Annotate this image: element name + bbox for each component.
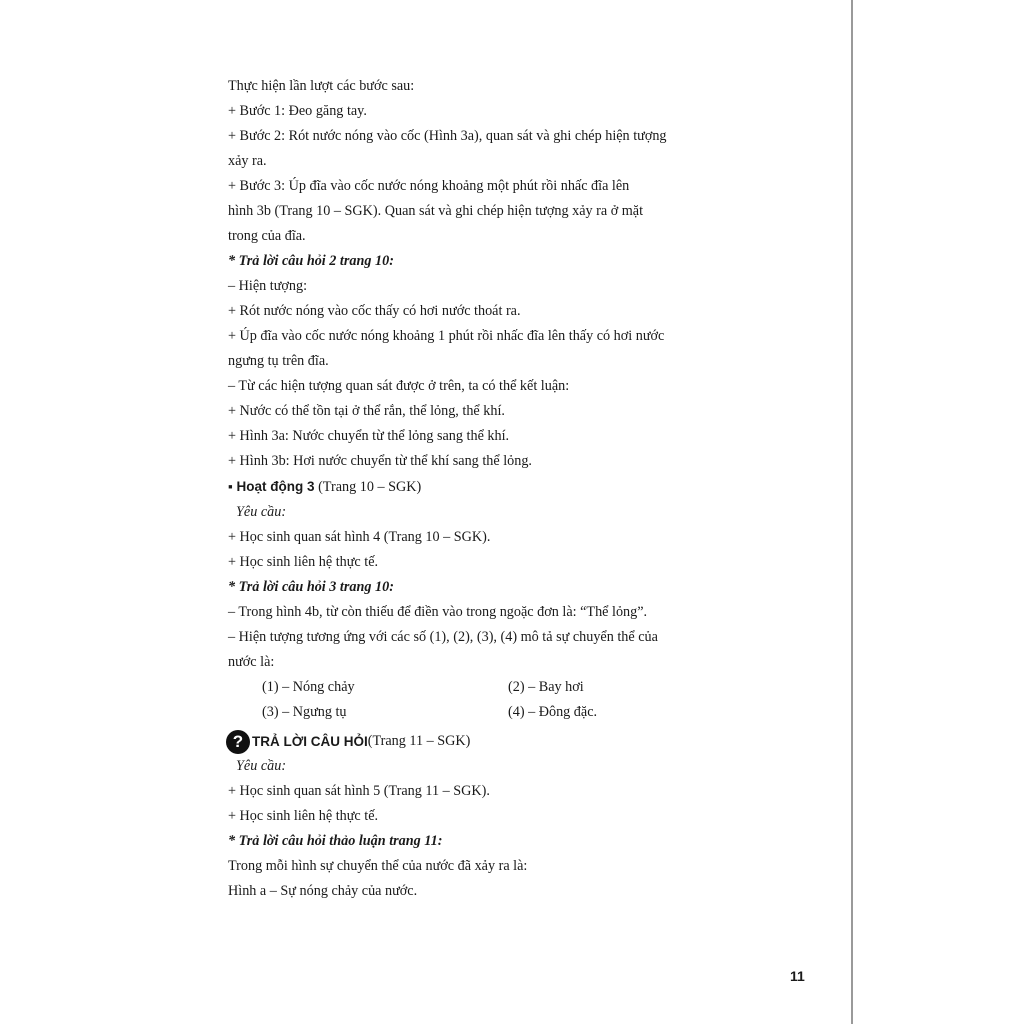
requirement-label: Yêu cầu: <box>236 758 287 774</box>
phase-change-list <box>228 675 814 725</box>
phase-item: (4) – Đông đặc. <box>508 704 598 720</box>
answer-section-source: (Trang 11 – SGK) <box>367 733 471 749</box>
activity-title: ▪ Hoạt động 3 <box>228 479 315 494</box>
text-line: + Hình 3b: Hơi nước chuyển từ thể khí sang thể lỏng. <box>228 453 532 469</box>
phase-item: (3) – Ngưng tụ <box>262 704 347 720</box>
text-line: + Bước 1: Đeo găng tay. <box>228 103 367 119</box>
text-line: Trong mỗi hình sự chuyển thể của nước đã xảy ra là: <box>228 858 528 874</box>
text-line: + Học sinh quan sát hình 4 (Trang 10 – SGK). <box>228 529 491 545</box>
text-line: hình 3b (Trang 10 – SGK). Quan sát và ghi chép hiện tượng xảy ra ở mặt <box>228 203 644 219</box>
phase-item: (2) – Bay hơi <box>508 679 584 695</box>
activity-heading <box>228 474 814 500</box>
phase-item: (1) – Nóng chảy <box>262 679 355 695</box>
text-line: xảy ra. <box>228 153 267 169</box>
question-heading: * Trả lời câu hỏi thảo luận trang 11: <box>228 833 443 849</box>
text-line: + Úp đĩa vào cốc nước nóng khoảng 1 phút rồi nhấc đĩa lên thấy có hơi nước <box>228 328 665 344</box>
page-number: 11 <box>790 968 805 984</box>
text-line: – Hiện tượng tương ứng với các số (1), (2), (3), (4) mô tả sự chuyển thể của <box>228 629 658 645</box>
answer-section-title: TRẢ LỜI CÂU HỎI <box>252 734 368 749</box>
text-line: Hình a – Sự nóng chảy của nước. <box>228 883 418 899</box>
text-line: nước là: <box>228 654 275 670</box>
text-line: – Trong hình 4b, từ còn thiếu để điền vào trong ngoặc đơn là: “Thể lỏng”. <box>228 604 648 620</box>
text-line: + Nước có thể tồn tại ở thể rắn, thể lỏng, thể khí. <box>228 403 505 419</box>
question-heading: * Trả lời câu hỏi 3 trang 10: <box>228 579 394 595</box>
text-line: Thực hiện lần lượt các bước sau: <box>228 78 415 94</box>
text-line: – Từ các hiện tượng quan sát được ở trên, ta có thể kết luận: <box>228 378 570 394</box>
activity-source: (Trang 10 – SGK) <box>314 479 422 495</box>
text-line: + Bước 3: Úp đĩa vào cốc nước nóng khoảng một phút rồi nhấc đĩa lên <box>228 178 630 194</box>
text-line: – Hiện tượng: <box>228 278 308 294</box>
answer-section-heading <box>226 729 814 754</box>
text-line: + Học sinh liên hệ thực tế. <box>228 808 379 824</box>
page-edge-divider <box>851 0 853 1024</box>
text-line: + Hình 3a: Nước chuyển từ thể lỏng sang thể khí. <box>228 428 510 444</box>
page-content <box>228 74 814 904</box>
text-line: + Học sinh liên hệ thực tế. <box>228 554 379 570</box>
text-line: trong của đĩa. <box>228 228 306 244</box>
text-line: + Học sinh quan sát hình 5 (Trang 11 – SGK). <box>228 783 490 799</box>
text-line: ngưng tụ trên đĩa. <box>228 353 329 369</box>
question-mark-icon: ? <box>226 730 250 754</box>
text-line: + Bước 2: Rót nước nóng vào cốc (Hình 3a), quan sát và ghi chép hiện tượng <box>228 128 667 144</box>
text-line: + Rót nước nóng vào cốc thấy có hơi nước thoát ra. <box>228 303 521 319</box>
requirement-label: Yêu cầu: <box>236 504 287 520</box>
question-heading: * Trả lời câu hỏi 2 trang 10: <box>228 253 394 269</box>
